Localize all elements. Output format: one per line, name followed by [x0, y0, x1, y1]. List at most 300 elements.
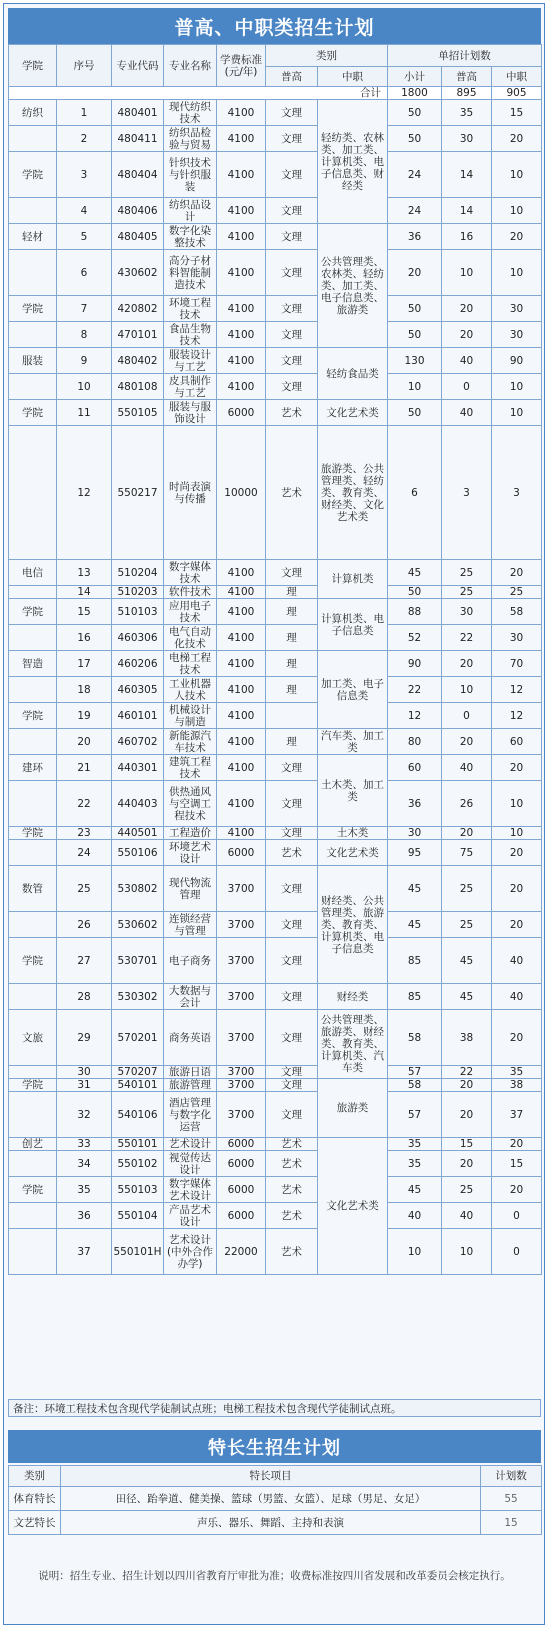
plan-pugao-cell: 20	[442, 651, 492, 677]
fee-cell: 4100	[217, 625, 266, 651]
plan-pugao-cell: 14	[442, 198, 492, 224]
code-cell: 460306	[112, 625, 164, 651]
header-plan: 单招计划数	[388, 45, 542, 67]
plan-zhongzhi-cell: 12	[492, 677, 542, 703]
plan-total-cell: 45	[388, 866, 442, 912]
seq-cell: 17	[57, 651, 112, 677]
table-row	[9, 152, 542, 198]
code-cell: 440301	[112, 755, 164, 781]
fee-cell: 4100	[217, 296, 266, 322]
zhongzhi-category-cell: 计算机类、电子信息类	[318, 599, 388, 651]
college-cell	[9, 677, 57, 703]
plan-total-cell: 130	[388, 348, 442, 374]
plan-zhongzhi-cell: 10	[492, 781, 542, 827]
college-cell	[9, 126, 57, 152]
plan-total-cell: 50	[388, 126, 442, 152]
major-name-cell: 旅游日语	[164, 1066, 217, 1079]
fee-cell: 4100	[217, 677, 266, 703]
seq-cell: 3	[57, 152, 112, 198]
special-type: 体育特长	[9, 1487, 61, 1511]
table-row	[9, 625, 542, 651]
major-name-cell: 食品生物技术	[164, 322, 217, 348]
code-cell: 570207	[112, 1066, 164, 1079]
plan-total-cell: 12	[388, 703, 442, 729]
code-cell: 440501	[112, 827, 164, 840]
table-row	[9, 296, 542, 322]
plan-total-cell: 58	[388, 1079, 442, 1092]
plan-zhongzhi-cell: 20	[492, 1177, 542, 1203]
pugao-category-cell: 文理	[266, 827, 318, 840]
plan-pugao-cell: 10	[442, 677, 492, 703]
major-name-cell: 大数据与会计	[164, 984, 217, 1010]
major-name-cell: 数字化染整技术	[164, 224, 217, 250]
seq-cell: 31	[57, 1079, 112, 1092]
pugao-category-cell: 文理	[266, 198, 318, 224]
code-cell: 480406	[112, 198, 164, 224]
seq-cell: 10	[57, 374, 112, 400]
header-seq: 序号	[57, 45, 112, 87]
college-cell: 文旅	[9, 1010, 57, 1066]
major-name-cell: 艺术设计(中外合作办学)	[164, 1229, 217, 1275]
plan-pugao-cell: 25	[442, 586, 492, 599]
plan-zhongzhi-cell: 0	[492, 1229, 542, 1275]
plan-pugao-cell: 35	[442, 100, 492, 126]
header-category-zhongzhi: 中职	[318, 67, 388, 87]
plan-pugao-cell: 20	[442, 322, 492, 348]
plan-pugao-cell: 20	[442, 1151, 492, 1177]
plan-zhongzhi-cell: 0	[492, 1203, 542, 1229]
seq-cell: 11	[57, 400, 112, 426]
seq-cell: 25	[57, 866, 112, 912]
major-name-cell: 连锁经营与管理	[164, 912, 217, 938]
college-cell: 学院	[9, 152, 57, 198]
plan-total-cell: 35	[388, 1151, 442, 1177]
plan-pugao-cell: 75	[442, 840, 492, 866]
plan-zhongzhi-cell: 10	[492, 152, 542, 198]
code-cell: 480402	[112, 348, 164, 374]
plan-zhongzhi-cell: 20	[492, 1138, 542, 1151]
pugao-category-cell: 文理	[266, 781, 318, 827]
table-row	[9, 912, 542, 938]
plan-total-cell: 35	[388, 1138, 442, 1151]
plan-total-cell: 45	[388, 912, 442, 938]
pugao-category-cell: 文理	[266, 755, 318, 781]
major-name-cell: 数字媒体艺术设计	[164, 1177, 217, 1203]
fee-cell: 4100	[217, 651, 266, 677]
table-row	[9, 126, 542, 152]
plan-pugao-cell: 40	[442, 755, 492, 781]
code-cell: 550217	[112, 426, 164, 560]
seq-cell: 37	[57, 1229, 112, 1275]
college-cell: 学院	[9, 938, 57, 984]
code-cell: 530302	[112, 984, 164, 1010]
major-name-cell: 服装与服饰设计	[164, 400, 217, 426]
seq-cell: 26	[57, 912, 112, 938]
plan-zhongzhi-cell: 58	[492, 599, 542, 625]
college-cell: 学院	[9, 599, 57, 625]
table-row	[9, 1203, 542, 1229]
special-header-type: 类别	[9, 1466, 61, 1487]
plan-total-cell: 10	[388, 374, 442, 400]
college-cell: 建环	[9, 755, 57, 781]
special-type: 文艺特长	[9, 1511, 61, 1535]
fee-cell: 3700	[217, 1010, 266, 1066]
pugao-category-cell: 艺术	[266, 840, 318, 866]
fee-cell: 6000	[217, 1203, 266, 1229]
zhongzhi-category-cell: 轻纺类、农林类、加工类、计算机类、电子信息类、财经类	[318, 100, 388, 224]
pugao-category-cell: 文理	[266, 250, 318, 296]
table-row	[9, 651, 542, 677]
fee-cell: 10000	[217, 426, 266, 560]
plan-total-cell: 6	[388, 426, 442, 560]
plan-zhongzhi-cell: 10	[492, 374, 542, 400]
seq-cell: 14	[57, 586, 112, 599]
table-row	[9, 426, 542, 560]
major-name-cell: 供热通风与空调工程技术	[164, 781, 217, 827]
fee-cell: 4100	[217, 560, 266, 586]
plan-pugao-cell: 45	[442, 984, 492, 1010]
plan-total-cell: 22	[388, 677, 442, 703]
pugao-category-cell: 艺术	[266, 1177, 318, 1203]
fee-cell: 22000	[217, 1229, 266, 1275]
seq-cell: 33	[57, 1138, 112, 1151]
table-row	[9, 827, 542, 840]
plan-total-cell: 30	[388, 827, 442, 840]
code-cell: 430602	[112, 250, 164, 296]
fee-cell: 4100	[217, 729, 266, 755]
pugao-category-cell: 文理	[266, 152, 318, 198]
header-code: 专业代码	[112, 45, 164, 87]
code-cell: 480401	[112, 100, 164, 126]
plan-total-cell: 50	[388, 100, 442, 126]
total-zhongzhi: 905	[492, 87, 542, 100]
plan-zhongzhi-cell: 15	[492, 1151, 542, 1177]
table-row	[9, 938, 542, 984]
seq-cell: 16	[57, 625, 112, 651]
plan-pugao-cell: 25	[442, 1177, 492, 1203]
plan-zhongzhi-cell: 20	[492, 560, 542, 586]
table-row	[9, 586, 542, 599]
table-row	[9, 224, 542, 250]
plan-pugao-cell: 10	[442, 250, 492, 296]
pugao-category-cell: 理	[266, 729, 318, 755]
code-cell: 540106	[112, 1092, 164, 1138]
zhongzhi-category-cell: 公共管理类、农林类、轻纺类、加工类、电子信息类、旅游类	[318, 224, 388, 348]
plan-pugao-cell: 20	[442, 1092, 492, 1138]
zhongzhi-category-cell: 加工类、电子信息类	[318, 651, 388, 729]
plan-pugao-cell: 14	[442, 152, 492, 198]
plan-total-cell: 24	[388, 198, 442, 224]
college-cell	[9, 322, 57, 348]
table-row	[9, 1092, 542, 1138]
plan-zhongzhi-cell: 30	[492, 322, 542, 348]
seq-cell: 8	[57, 322, 112, 348]
table-row	[9, 100, 542, 126]
plan-zhongzhi-cell: 37	[492, 1092, 542, 1138]
header-plan-zhongzhi: 中职	[492, 67, 542, 87]
special-header-count: 计划数	[481, 1466, 542, 1487]
plan-pugao-cell: 20	[442, 827, 492, 840]
plan-zhongzhi-cell: 10	[492, 198, 542, 224]
plan-zhongzhi-cell: 35	[492, 1066, 542, 1079]
header-fee: 学费标准(元/年)	[217, 45, 266, 87]
plan-total-cell: 40	[388, 1203, 442, 1229]
fee-cell: 4100	[217, 198, 266, 224]
zhongzhi-category-cell: 财经类、公共管理类、旅游类、教育类、计算机类、电子信息类	[318, 866, 388, 984]
pugao-category-cell: 艺术	[266, 1203, 318, 1229]
college-cell	[9, 984, 57, 1010]
code-cell: 550105	[112, 400, 164, 426]
seq-cell: 21	[57, 755, 112, 781]
table-row	[9, 1066, 542, 1079]
pugao-category-cell: 文理	[266, 348, 318, 374]
seq-cell: 19	[57, 703, 112, 729]
major-name-cell: 视觉传达设计	[164, 1151, 217, 1177]
zhongzhi-category-cell: 财经类	[318, 984, 388, 1010]
plan-total-cell: 57	[388, 1066, 442, 1079]
plan-total-cell: 88	[388, 599, 442, 625]
plan-pugao-cell: 15	[442, 1138, 492, 1151]
plan-pugao-cell: 10	[442, 1229, 492, 1275]
seq-cell: 5	[57, 224, 112, 250]
fee-cell: 4100	[217, 586, 266, 599]
major-name-cell: 电子商务	[164, 938, 217, 984]
fee-cell: 6000	[217, 1138, 266, 1151]
college-cell: 学院	[9, 1177, 57, 1203]
plan-zhongzhi-cell: 30	[492, 625, 542, 651]
plan-zhongzhi-cell: 30	[492, 296, 542, 322]
code-cell: 530602	[112, 912, 164, 938]
pugao-category-cell: 文理	[266, 1066, 318, 1079]
code-cell: 420802	[112, 296, 164, 322]
table-row	[9, 1079, 542, 1092]
header-plan-pugao: 普高	[442, 67, 492, 87]
total-pugao: 895	[442, 87, 492, 100]
code-cell: 550102	[112, 1151, 164, 1177]
college-cell	[9, 912, 57, 938]
zhongzhi-category-cell: 计算机类	[318, 560, 388, 599]
code-cell: 530802	[112, 866, 164, 912]
fee-cell: 3700	[217, 912, 266, 938]
plan-total-cell: 57	[388, 1092, 442, 1138]
fee-cell: 3700	[217, 1092, 266, 1138]
zhongzhi-category-cell: 文化艺术类	[318, 1138, 388, 1275]
major-name-cell: 针织技术与针织服装	[164, 152, 217, 198]
pugao-category-cell: 文理	[266, 1010, 318, 1066]
plan-pugao-cell: 16	[442, 224, 492, 250]
table-row	[9, 348, 542, 374]
seq-cell: 18	[57, 677, 112, 703]
table-row	[9, 1010, 542, 1066]
plan-zhongzhi-cell: 20	[492, 866, 542, 912]
plan-pugao-cell: 22	[442, 625, 492, 651]
seq-cell: 9	[57, 348, 112, 374]
college-cell: 数管	[9, 866, 57, 912]
fee-cell: 4100	[217, 827, 266, 840]
table-row	[9, 599, 542, 625]
major-name-cell: 现代纺织技术	[164, 100, 217, 126]
college-cell: 电信	[9, 560, 57, 586]
plan-zhongzhi-cell: 25	[492, 586, 542, 599]
pugao-category-cell: 文理	[266, 866, 318, 912]
pugao-category-cell: 文理	[266, 224, 318, 250]
enrollment-table-body	[9, 100, 542, 1275]
table-row	[9, 1177, 542, 1203]
college-cell	[9, 1066, 57, 1079]
major-name-cell: 时尚表演与传播	[164, 426, 217, 560]
table-row	[9, 729, 542, 755]
pugao-category-cell: 理	[266, 599, 318, 625]
special-count: 15	[481, 1511, 542, 1535]
plan-total-cell: 45	[388, 560, 442, 586]
table-note: 备注：环境工程技术包含现代学徒制试点班；电梯工程技术包含现代学徒制试点班。	[8, 1399, 541, 1417]
fee-cell: 6000	[217, 840, 266, 866]
code-cell: 480108	[112, 374, 164, 400]
zhongzhi-category-cell: 汽车类、加工类	[318, 729, 388, 755]
pugao-category-cell: 文理	[266, 912, 318, 938]
table-row	[9, 400, 542, 426]
plan-pugao-cell: 30	[442, 126, 492, 152]
special-items: 田径、跆拳道、健美操、篮球（男篮、女篮）、足球（男足、女足）	[61, 1487, 481, 1511]
pugao-category-cell: 文理	[266, 322, 318, 348]
special-title: 特长生招生计划	[8, 1430, 541, 1463]
pugao-category-cell: 艺术	[266, 400, 318, 426]
major-name-cell: 酒店管理与数字化运营	[164, 1092, 217, 1138]
footer-note: 说明：招生专业、招生计划以四川省教育厅审批为准；收费标准按四川省发展和改革委员会核定执行。	[38, 1570, 511, 1582]
fee-cell: 6000	[217, 1177, 266, 1203]
college-cell	[9, 250, 57, 296]
code-cell: 460305	[112, 677, 164, 703]
plan-zhongzhi-cell: 20	[492, 126, 542, 152]
major-name-cell: 旅游管理	[164, 1079, 217, 1092]
seq-cell: 23	[57, 827, 112, 840]
major-name-cell: 数字媒体技术	[164, 560, 217, 586]
header-plan-total: 小计	[388, 67, 442, 87]
plan-zhongzhi-cell: 38	[492, 1079, 542, 1092]
college-cell	[9, 1092, 57, 1138]
seq-cell: 34	[57, 1151, 112, 1177]
pugao-category-cell: 文理	[266, 938, 318, 984]
plan-total-cell: 80	[388, 729, 442, 755]
college-cell: 学院	[9, 296, 57, 322]
code-cell: 550101	[112, 1138, 164, 1151]
total-label: 合计	[9, 87, 388, 100]
major-name-cell: 纺织品检验与贸易	[164, 126, 217, 152]
plan-total-cell: 85	[388, 984, 442, 1010]
table-row	[9, 250, 542, 296]
plan-pugao-cell: 45	[442, 938, 492, 984]
college-cell	[9, 426, 57, 560]
pugao-category-cell: 理	[266, 625, 318, 651]
table-row	[9, 703, 542, 729]
pugao-category-cell: 文理	[266, 1079, 318, 1092]
zhongzhi-category-cell: 旅游类	[318, 1079, 388, 1138]
plan-zhongzhi-cell: 40	[492, 984, 542, 1010]
major-name-cell: 电气自动化技术	[164, 625, 217, 651]
table-row	[9, 781, 542, 827]
code-cell: 480404	[112, 152, 164, 198]
plan-total-cell: 52	[388, 625, 442, 651]
plan-pugao-cell: 0	[442, 374, 492, 400]
seq-cell: 7	[57, 296, 112, 322]
fee-cell: 3700	[217, 866, 266, 912]
fee-cell: 4100	[217, 126, 266, 152]
code-cell: 550106	[112, 840, 164, 866]
special-row	[9, 1487, 542, 1511]
seq-cell: 30	[57, 1066, 112, 1079]
plan-zhongzhi-cell: 90	[492, 348, 542, 374]
major-name-cell: 现代物流管理	[164, 866, 217, 912]
plan-pugao-cell: 38	[442, 1010, 492, 1066]
table-row	[9, 866, 542, 912]
seq-cell: 28	[57, 984, 112, 1010]
header-category: 类别	[266, 45, 388, 67]
page-title: 普高、中职类招生计划	[8, 8, 541, 44]
special-header-items: 特长项目	[61, 1466, 481, 1487]
table-row	[9, 1229, 542, 1275]
plan-total-cell: 60	[388, 755, 442, 781]
code-cell: 550103	[112, 1177, 164, 1203]
plan-total-cell: 45	[388, 1177, 442, 1203]
college-cell	[9, 625, 57, 651]
college-cell: 智造	[9, 651, 57, 677]
college-cell	[9, 729, 57, 755]
plan-total-cell: 50	[388, 586, 442, 599]
table-row	[9, 755, 542, 781]
code-cell: 460206	[112, 651, 164, 677]
plan-pugao-cell: 25	[442, 912, 492, 938]
major-name-cell: 环境工程技术	[164, 296, 217, 322]
pugao-category-cell: 理	[266, 586, 318, 599]
seq-cell: 22	[57, 781, 112, 827]
major-name-cell: 建筑工程技术	[164, 755, 217, 781]
code-cell: 550101H	[112, 1229, 164, 1275]
zhongzhi-category-cell: 文化艺术类	[318, 840, 388, 866]
pugao-category-cell	[266, 703, 318, 729]
plan-zhongzhi-cell: 10	[492, 400, 542, 426]
pugao-category-cell: 艺术	[266, 1138, 318, 1151]
major-name-cell: 产品艺术设计	[164, 1203, 217, 1229]
college-cell	[9, 586, 57, 599]
college-cell	[9, 374, 57, 400]
total-sum: 1800	[388, 87, 442, 100]
code-cell: 480411	[112, 126, 164, 152]
code-cell: 460702	[112, 729, 164, 755]
table-row	[9, 984, 542, 1010]
fee-cell: 4100	[217, 781, 266, 827]
header-name: 专业名称	[164, 45, 217, 87]
fee-cell: 4100	[217, 224, 266, 250]
pugao-category-cell: 文理	[266, 126, 318, 152]
code-cell: 530701	[112, 938, 164, 984]
plan-pugao-cell: 0	[442, 703, 492, 729]
fee-cell: 6000	[217, 400, 266, 426]
plan-pugao-cell: 40	[442, 1203, 492, 1229]
plan-pugao-cell: 20	[442, 729, 492, 755]
plan-zhongzhi-cell: 60	[492, 729, 542, 755]
fee-cell: 4100	[217, 599, 266, 625]
zhongzhi-category-cell: 旅游类、公共管理类、轻纺类、教育类、财经类、文化艺术类	[318, 426, 388, 560]
college-cell: 纺织	[9, 100, 57, 126]
plan-total-cell: 90	[388, 651, 442, 677]
plan-zhongzhi-cell: 15	[492, 100, 542, 126]
seq-cell: 35	[57, 1177, 112, 1203]
plan-zhongzhi-cell: 20	[492, 755, 542, 781]
code-cell: 550104	[112, 1203, 164, 1229]
major-name-cell: 电梯工程技术	[164, 651, 217, 677]
college-cell: 学院	[9, 1079, 57, 1092]
college-cell	[9, 1203, 57, 1229]
